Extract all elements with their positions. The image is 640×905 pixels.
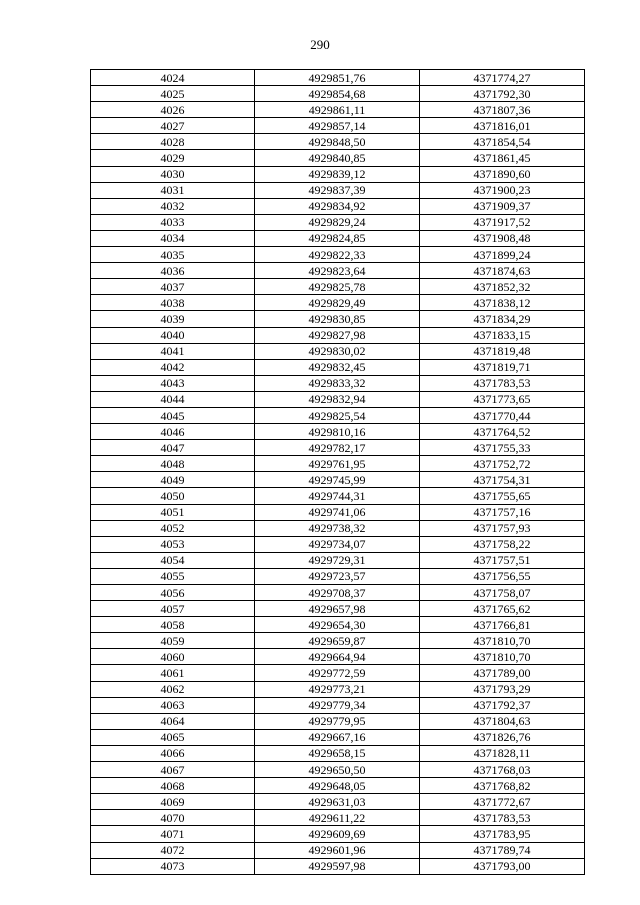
x-coordinate-cell: 4929609,69 bbox=[255, 826, 420, 842]
y-coordinate-cell: 4371826,76 bbox=[420, 729, 585, 745]
x-coordinate-cell: 4929832,94 bbox=[255, 391, 420, 407]
point-number-cell: 4024 bbox=[91, 70, 255, 86]
table-row bbox=[91, 230, 585, 246]
y-coordinate-cell: 4371758,07 bbox=[420, 585, 585, 601]
x-coordinate-cell: 4929659,87 bbox=[255, 633, 420, 649]
point-number-cell: 4050 bbox=[91, 488, 255, 504]
table-row bbox=[91, 359, 585, 375]
y-coordinate-cell: 4371909,37 bbox=[420, 198, 585, 214]
point-number-cell: 4057 bbox=[91, 601, 255, 617]
x-coordinate-cell: 4929851,76 bbox=[255, 70, 420, 86]
y-coordinate-cell: 4371757,93 bbox=[420, 520, 585, 536]
point-number-cell: 4030 bbox=[91, 166, 255, 182]
table-row bbox=[91, 263, 585, 279]
y-coordinate-cell: 4371756,55 bbox=[420, 568, 585, 584]
x-coordinate-cell: 4929829,24 bbox=[255, 214, 420, 230]
y-coordinate-cell: 4371917,52 bbox=[420, 214, 585, 230]
point-number-cell: 4029 bbox=[91, 150, 255, 166]
y-coordinate-cell: 4371810,70 bbox=[420, 649, 585, 665]
table-row bbox=[91, 504, 585, 520]
point-number-cell: 4058 bbox=[91, 617, 255, 633]
x-coordinate-cell: 4929830,02 bbox=[255, 343, 420, 359]
table-row bbox=[91, 440, 585, 456]
x-coordinate-cell: 4929825,78 bbox=[255, 279, 420, 295]
point-number-cell: 4053 bbox=[91, 536, 255, 552]
y-coordinate-cell: 4371899,24 bbox=[420, 247, 585, 263]
x-coordinate-cell: 4929773,21 bbox=[255, 681, 420, 697]
point-number-cell: 4059 bbox=[91, 633, 255, 649]
y-coordinate-cell: 4371792,37 bbox=[420, 697, 585, 713]
table-row bbox=[91, 826, 585, 842]
point-number-cell: 4055 bbox=[91, 568, 255, 584]
table-row bbox=[91, 391, 585, 407]
x-coordinate-cell: 4929825,54 bbox=[255, 407, 420, 423]
y-coordinate-cell: 4371764,52 bbox=[420, 424, 585, 440]
y-coordinate-cell: 4371908,48 bbox=[420, 230, 585, 246]
x-coordinate-cell: 4929744,31 bbox=[255, 488, 420, 504]
y-coordinate-cell: 4371774,27 bbox=[420, 70, 585, 86]
table-row bbox=[91, 842, 585, 858]
x-coordinate-cell: 4929830,85 bbox=[255, 311, 420, 327]
point-number-cell: 4060 bbox=[91, 649, 255, 665]
point-number-cell: 4061 bbox=[91, 665, 255, 681]
y-coordinate-cell: 4371772,67 bbox=[420, 794, 585, 810]
y-coordinate-cell: 4371852,32 bbox=[420, 279, 585, 295]
y-coordinate-cell: 4371833,15 bbox=[420, 327, 585, 343]
x-coordinate-cell: 4929734,07 bbox=[255, 536, 420, 552]
point-number-cell: 4062 bbox=[91, 681, 255, 697]
point-number-cell: 4034 bbox=[91, 230, 255, 246]
table-row bbox=[91, 118, 585, 134]
y-coordinate-cell: 4371792,30 bbox=[420, 86, 585, 102]
table-row bbox=[91, 713, 585, 729]
table-row bbox=[91, 633, 585, 649]
x-coordinate-cell: 4929822,33 bbox=[255, 247, 420, 263]
y-coordinate-cell: 4371804,63 bbox=[420, 713, 585, 729]
x-coordinate-cell: 4929848,50 bbox=[255, 134, 420, 150]
table-row bbox=[91, 327, 585, 343]
x-coordinate-cell: 4929631,03 bbox=[255, 794, 420, 810]
x-coordinate-cell: 4929729,31 bbox=[255, 552, 420, 568]
point-number-cell: 4046 bbox=[91, 424, 255, 440]
table-row bbox=[91, 552, 585, 568]
y-coordinate-cell: 4371861,45 bbox=[420, 150, 585, 166]
x-coordinate-cell: 4929611,22 bbox=[255, 810, 420, 826]
coordinates-table bbox=[90, 69, 585, 875]
table-row bbox=[91, 150, 585, 166]
point-number-cell: 4042 bbox=[91, 359, 255, 375]
y-coordinate-cell: 4371758,22 bbox=[420, 536, 585, 552]
point-number-cell: 4038 bbox=[91, 295, 255, 311]
y-coordinate-cell: 4371900,23 bbox=[420, 182, 585, 198]
x-coordinate-cell: 4929779,95 bbox=[255, 713, 420, 729]
point-number-cell: 4040 bbox=[91, 327, 255, 343]
point-number-cell: 4047 bbox=[91, 440, 255, 456]
x-coordinate-cell: 4929840,85 bbox=[255, 150, 420, 166]
x-coordinate-cell: 4929810,16 bbox=[255, 424, 420, 440]
x-coordinate-cell: 4929708,37 bbox=[255, 585, 420, 601]
y-coordinate-cell: 4371789,74 bbox=[420, 842, 585, 858]
x-coordinate-cell: 4929779,34 bbox=[255, 697, 420, 713]
y-coordinate-cell: 4371819,48 bbox=[420, 343, 585, 359]
table-row bbox=[91, 70, 585, 86]
point-number-cell: 4032 bbox=[91, 198, 255, 214]
y-coordinate-cell: 4371810,70 bbox=[420, 633, 585, 649]
table-row bbox=[91, 810, 585, 826]
y-coordinate-cell: 4371783,53 bbox=[420, 375, 585, 391]
y-coordinate-cell: 4371755,33 bbox=[420, 440, 585, 456]
table-row bbox=[91, 762, 585, 778]
table-row bbox=[91, 247, 585, 263]
point-number-cell: 4063 bbox=[91, 697, 255, 713]
y-coordinate-cell: 4371757,16 bbox=[420, 504, 585, 520]
point-number-cell: 4052 bbox=[91, 520, 255, 536]
point-number-cell: 4028 bbox=[91, 134, 255, 150]
x-coordinate-cell: 4929857,14 bbox=[255, 118, 420, 134]
x-coordinate-cell: 4929827,98 bbox=[255, 327, 420, 343]
table-row bbox=[91, 424, 585, 440]
point-number-cell: 4027 bbox=[91, 118, 255, 134]
x-coordinate-cell: 4929657,98 bbox=[255, 601, 420, 617]
point-number-cell: 4048 bbox=[91, 456, 255, 472]
point-number-cell: 4068 bbox=[91, 778, 255, 794]
y-coordinate-cell: 4371816,01 bbox=[420, 118, 585, 134]
table-row bbox=[91, 198, 585, 214]
y-coordinate-cell: 4371757,51 bbox=[420, 552, 585, 568]
table-row bbox=[91, 407, 585, 423]
table-row bbox=[91, 681, 585, 697]
y-coordinate-cell: 4371793,29 bbox=[420, 681, 585, 697]
point-number-cell: 4025 bbox=[91, 86, 255, 102]
table-row bbox=[91, 472, 585, 488]
point-number-cell: 4067 bbox=[91, 762, 255, 778]
table-row bbox=[91, 86, 585, 102]
y-coordinate-cell: 4371768,82 bbox=[420, 778, 585, 794]
table-row bbox=[91, 182, 585, 198]
point-number-cell: 4037 bbox=[91, 279, 255, 295]
y-coordinate-cell: 4371768,03 bbox=[420, 762, 585, 778]
point-number-cell: 4066 bbox=[91, 745, 255, 761]
x-coordinate-cell: 4929861,11 bbox=[255, 102, 420, 118]
y-coordinate-cell: 4371770,44 bbox=[420, 407, 585, 423]
x-coordinate-cell: 4929824,85 bbox=[255, 230, 420, 246]
table-row bbox=[91, 279, 585, 295]
x-coordinate-cell: 4929833,32 bbox=[255, 375, 420, 391]
coordinates-table-body bbox=[91, 70, 585, 875]
x-coordinate-cell: 4929761,95 bbox=[255, 456, 420, 472]
table-row bbox=[91, 520, 585, 536]
x-coordinate-cell: 4929854,68 bbox=[255, 86, 420, 102]
point-number-cell: 4072 bbox=[91, 842, 255, 858]
point-number-cell: 4054 bbox=[91, 552, 255, 568]
table-row bbox=[91, 488, 585, 504]
point-number-cell: 4051 bbox=[91, 504, 255, 520]
point-number-cell: 4070 bbox=[91, 810, 255, 826]
x-coordinate-cell: 4929782,17 bbox=[255, 440, 420, 456]
x-coordinate-cell: 4929823,64 bbox=[255, 263, 420, 279]
table-row bbox=[91, 568, 585, 584]
y-coordinate-cell: 4371754,31 bbox=[420, 472, 585, 488]
table-row bbox=[91, 601, 585, 617]
table-row bbox=[91, 858, 585, 874]
y-coordinate-cell: 4371828,11 bbox=[420, 745, 585, 761]
x-coordinate-cell: 4929664,94 bbox=[255, 649, 420, 665]
y-coordinate-cell: 4371783,95 bbox=[420, 826, 585, 842]
table-row bbox=[91, 166, 585, 182]
x-coordinate-cell: 4929658,15 bbox=[255, 745, 420, 761]
point-number-cell: 4036 bbox=[91, 263, 255, 279]
table-row bbox=[91, 729, 585, 745]
y-coordinate-cell: 4371755,65 bbox=[420, 488, 585, 504]
y-coordinate-cell: 4371838,12 bbox=[420, 295, 585, 311]
table-row bbox=[91, 536, 585, 552]
y-coordinate-cell: 4371783,53 bbox=[420, 810, 585, 826]
point-number-cell: 4073 bbox=[91, 858, 255, 874]
point-number-cell: 4044 bbox=[91, 391, 255, 407]
y-coordinate-cell: 4371765,62 bbox=[420, 601, 585, 617]
point-number-cell: 4064 bbox=[91, 713, 255, 729]
point-number-cell: 4071 bbox=[91, 826, 255, 842]
point-number-cell: 4033 bbox=[91, 214, 255, 230]
point-number-cell: 4049 bbox=[91, 472, 255, 488]
x-coordinate-cell: 4929741,06 bbox=[255, 504, 420, 520]
point-number-cell: 4035 bbox=[91, 247, 255, 263]
table-row bbox=[91, 214, 585, 230]
x-coordinate-cell: 4929723,57 bbox=[255, 568, 420, 584]
y-coordinate-cell: 4371834,29 bbox=[420, 311, 585, 327]
table-row bbox=[91, 649, 585, 665]
table-row bbox=[91, 665, 585, 681]
y-coordinate-cell: 4371807,36 bbox=[420, 102, 585, 118]
table-row bbox=[91, 343, 585, 359]
point-number-cell: 4045 bbox=[91, 407, 255, 423]
table-row bbox=[91, 617, 585, 633]
y-coordinate-cell: 4371819,71 bbox=[420, 359, 585, 375]
page-number: 290 bbox=[310, 37, 330, 52]
table-row bbox=[91, 375, 585, 391]
table-row bbox=[91, 311, 585, 327]
y-coordinate-cell: 4371793,00 bbox=[420, 858, 585, 874]
point-number-cell: 4069 bbox=[91, 794, 255, 810]
table-row bbox=[91, 585, 585, 601]
y-coordinate-cell: 4371874,63 bbox=[420, 263, 585, 279]
x-coordinate-cell: 4929829,49 bbox=[255, 295, 420, 311]
table-row bbox=[91, 295, 585, 311]
point-number-cell: 4026 bbox=[91, 102, 255, 118]
y-coordinate-cell: 4371752,72 bbox=[420, 456, 585, 472]
x-coordinate-cell: 4929654,30 bbox=[255, 617, 420, 633]
point-number-cell: 4031 bbox=[91, 182, 255, 198]
table-row bbox=[91, 102, 585, 118]
table-row bbox=[91, 794, 585, 810]
x-coordinate-cell: 4929772,59 bbox=[255, 665, 420, 681]
x-coordinate-cell: 4929832,45 bbox=[255, 359, 420, 375]
table-row bbox=[91, 456, 585, 472]
table-row bbox=[91, 778, 585, 794]
point-number-cell: 4065 bbox=[91, 729, 255, 745]
table-row bbox=[91, 134, 585, 150]
x-coordinate-cell: 4929745,99 bbox=[255, 472, 420, 488]
point-number-cell: 4041 bbox=[91, 343, 255, 359]
point-number-cell: 4043 bbox=[91, 375, 255, 391]
point-number-cell: 4039 bbox=[91, 311, 255, 327]
x-coordinate-cell: 4929837,39 bbox=[255, 182, 420, 198]
y-coordinate-cell: 4371890,60 bbox=[420, 166, 585, 182]
table-row bbox=[91, 697, 585, 713]
x-coordinate-cell: 4929667,16 bbox=[255, 729, 420, 745]
x-coordinate-cell: 4929601,96 bbox=[255, 842, 420, 858]
x-coordinate-cell: 4929597,98 bbox=[255, 858, 420, 874]
y-coordinate-cell: 4371789,00 bbox=[420, 665, 585, 681]
table-row bbox=[91, 745, 585, 761]
x-coordinate-cell: 4929834,92 bbox=[255, 198, 420, 214]
y-coordinate-cell: 4371766,81 bbox=[420, 617, 585, 633]
x-coordinate-cell: 4929650,50 bbox=[255, 762, 420, 778]
y-coordinate-cell: 4371854,54 bbox=[420, 134, 585, 150]
x-coordinate-cell: 4929839,12 bbox=[255, 166, 420, 182]
point-number-cell: 4056 bbox=[91, 585, 255, 601]
y-coordinate-cell: 4371773,65 bbox=[420, 391, 585, 407]
x-coordinate-cell: 4929648,05 bbox=[255, 778, 420, 794]
x-coordinate-cell: 4929738,32 bbox=[255, 520, 420, 536]
